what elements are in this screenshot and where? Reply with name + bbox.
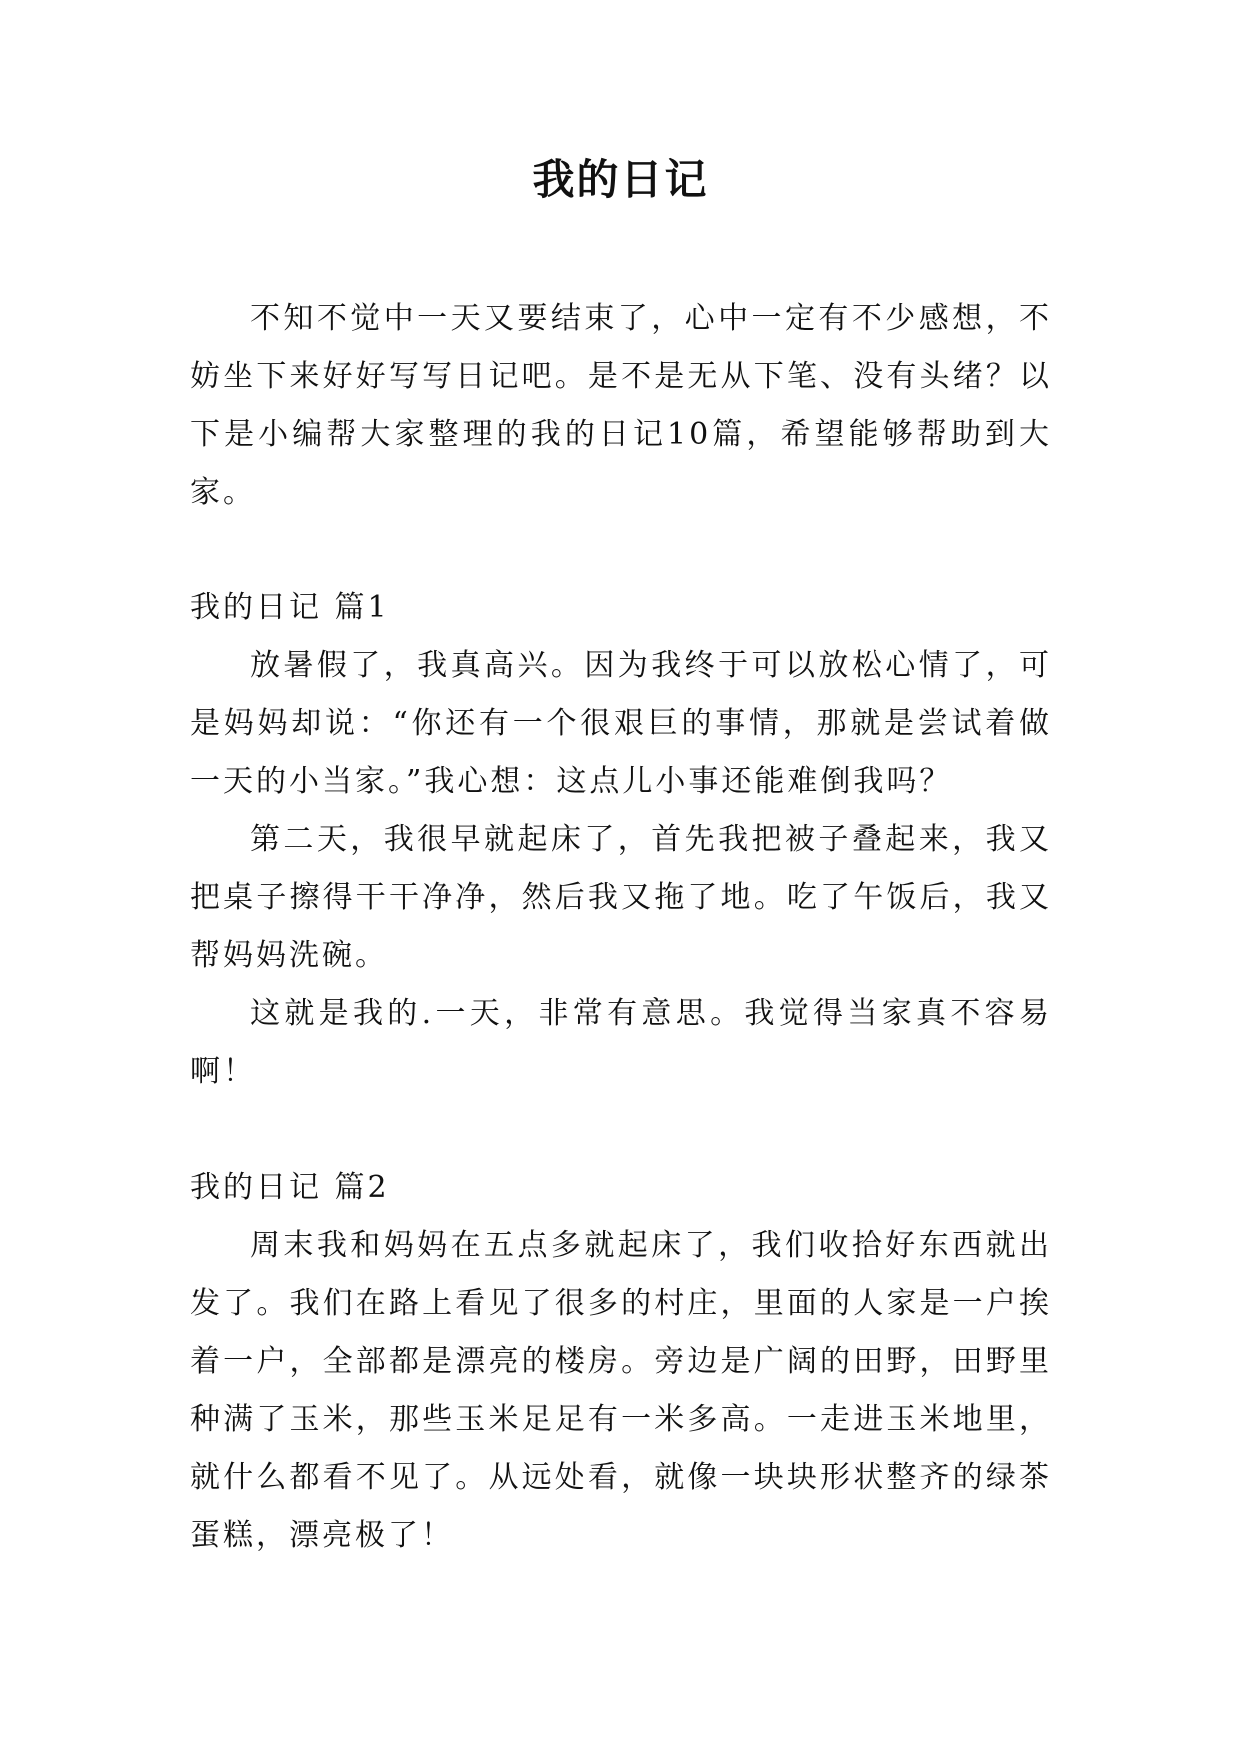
spacer: [190, 522, 1052, 579]
document-title: 我的日记: [532, 155, 709, 204]
entry-paragraph: 周末我和妈妈在五点多就起床了，我们收拾好东西就出发了。我们在路上看见了很多的村庄，里面的人家是一户挨着一户，全部都是漂亮的楼房。旁边是广阔的田野，田野里种满了玉米，那些玉米足足有一米多高。一走进玉米地里，就什么都看不见了。从远处看，就像一块块形状整齐的绿茶蛋糕，漂亮极了！: [190, 1228, 1052, 1553]
entry-paragraph: 放暑假了，我真高兴。因为我终于可以放松心情了，可是妈妈却说：“你还有一个很艰巨的事情，那就是尝试着做一天的小当家。”我心想：这点儿小事还能难倒我吗？: [190, 648, 1052, 799]
intro-paragraph: 不知不觉中一天又要结束了，心中一定有不少感想，不妨坐下来好好写写日记吧。是不是无从下笔、没有头绪？以下是小编帮大家整理的我的日记10篇，希望能够帮助到大家。: [190, 301, 1052, 510]
diary-entry-1: [190, 579, 1052, 1101]
entry-paragraph: 第二天，我很早就起床了，首先我把被子叠起来，我又把桌子擦得干干净净，然后我又拖了地。吃了午饭后，我又帮妈妈洗碗。: [190, 822, 1052, 973]
document-body: [190, 290, 1052, 1565]
entry-heading: 我的日记 篇2: [190, 1170, 390, 1205]
entry-heading: 我的日记 篇1: [190, 590, 390, 625]
entry-paragraph: 这就是我的.一天，非常有意思。我觉得当家真不容易啊！: [190, 996, 1052, 1089]
spacer: [190, 1101, 1052, 1159]
diary-entry-2: [190, 1159, 1052, 1565]
